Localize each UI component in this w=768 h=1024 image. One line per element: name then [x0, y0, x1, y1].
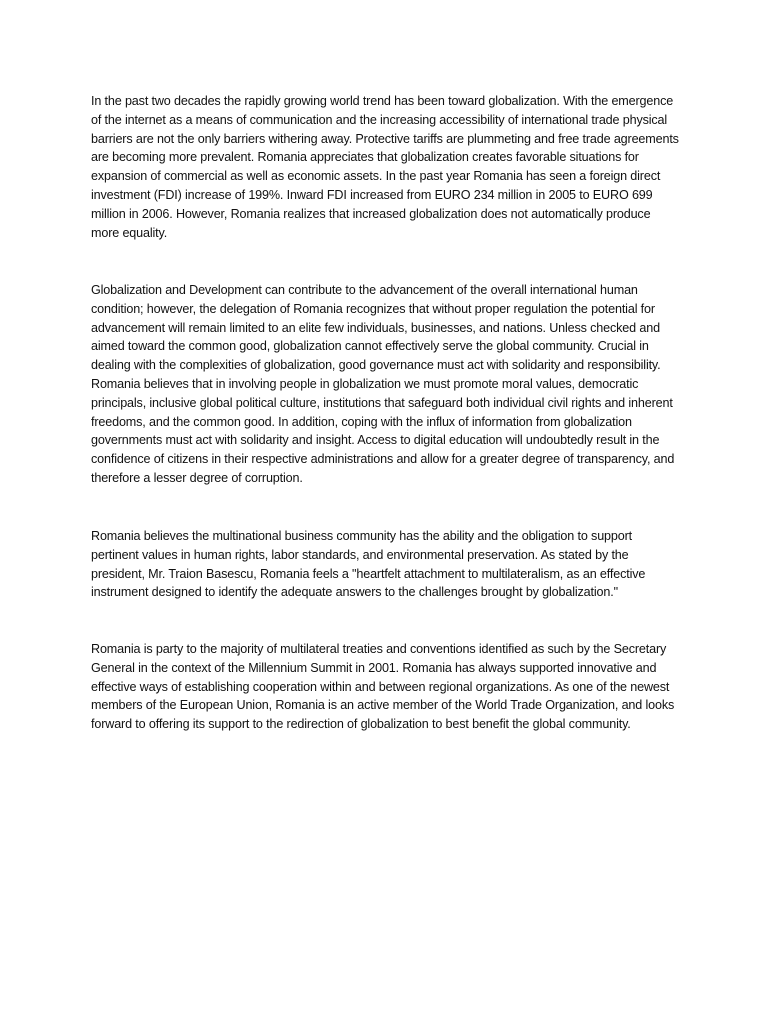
paragraph-2: Globalization and Development can contribute to the advancement of the overall international human condition; however, the delegation of Romania recognizes that without proper regulation the potential for advancement will remain limited to an elite few individuals, businesses, and nations. Unless checked and aimed toward the common good, globalization cannot effectively serve the global community. Crucial in dealing with the complexities of globalization, good governance must act with solidarity and responsibility. Romania believes that in involving people in globalization we must promote moral values, democratic principals, inclusive global political culture, institutions that safeguard both individual civil rights and inherent freedoms, and the common good. In addition, coping with the influx of information from globalization governments must act with solidarity and insight. Access to digital education will undoubtedly result in the confidence of citizens in their respective administrations and allow for a greater degree of transparency, and therefore a lesser degree of corruption.: [91, 283, 675, 485]
paragraph-3: Romania believes the multinational business community has the ability and the obligation to support pertinent values in human rights, labor standards, and environmental preservation. As stated by the president, Mr. Traion Basescu, Romania feels a "heartfelt attachment to multilateralism, as an effective instrument designed to identify the adequate answers to the challenges brought by globalization.": [91, 529, 646, 600]
paragraph-1: In the past two decades the rapidly growing world trend has been toward globalization. With the emergence of the internet as a means of communication and the increasing accessibility of international trade physical barriers are not the only barriers withering away. Protective tariffs are plummeting and free trade agreements are becoming more prevalent. Romania appreciates that globalization creates favorable situations for expansion of commercial as well as economic assets. In the past year Romania has seen a foreign direct investment (FDI) increase of 199%. Inward FDI increased from EURO 234 million in 2005 to EURO 699 million in 2006. However, Romania realizes that increased globalization does not automatically produce more equality.: [91, 94, 679, 240]
paragraph-4: Romania is party to the majority of multilateral treaties and conventions identified as such by the Secretary General in the context of the Millennium Summit in 2001. Romania has always supported innovative and effective ways of establishing cooperation within and between regional organizations. As one of the newest members of the European Union, Romania is an active member of the World Trade Organization, and looks forward to offering its support to the redirection of globalization to best benefit the global community.: [91, 642, 675, 732]
